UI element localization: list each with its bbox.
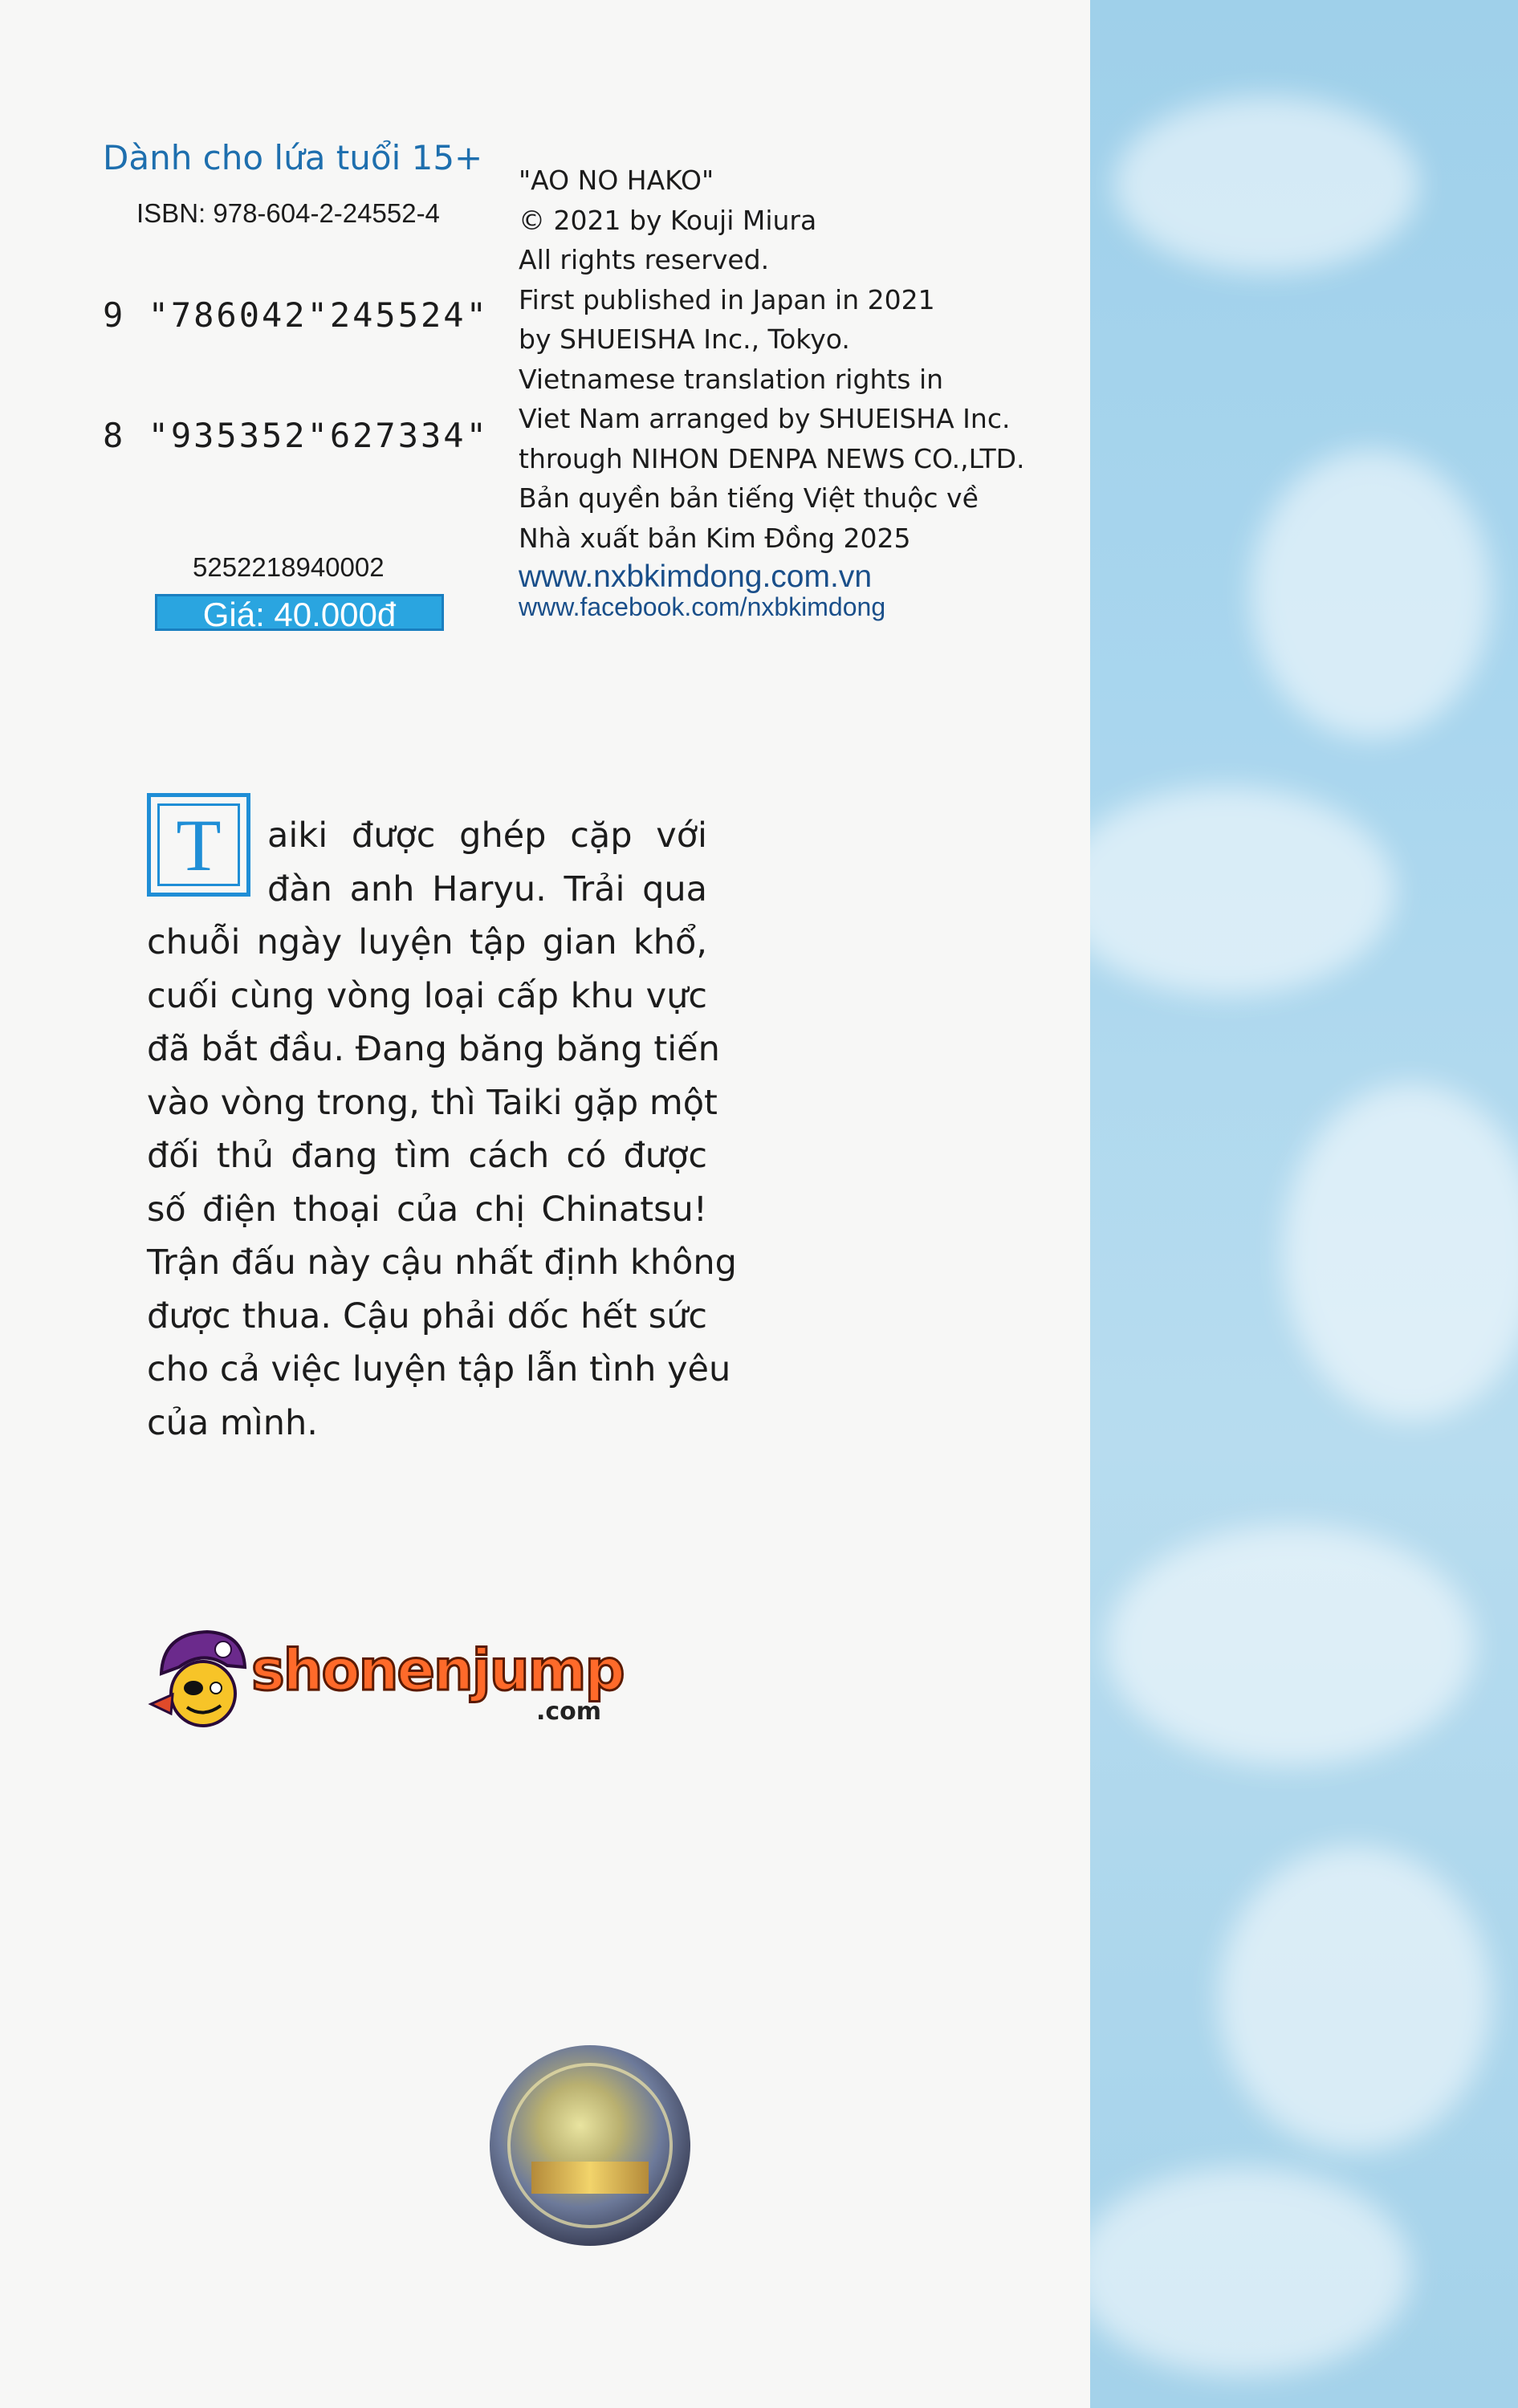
- synopsis-line: cuối cùng vòng loại cấp khu vực: [147, 975, 707, 1016]
- synopsis-line: số điện thoại của chị Chinatsu!: [147, 1189, 707, 1230]
- synopsis-line: đối thủ đang tìm cách có được: [147, 1136, 707, 1176]
- internal-code: 5252218940002: [193, 552, 385, 582]
- credit-line: All rights reserved.: [519, 244, 770, 275]
- synopsis-line: vào vòng trong, thì Taiki gặp một: [147, 1082, 718, 1123]
- credit-line: Bản quyền bản tiếng Việt thuộc về: [519, 482, 979, 514]
- shonenjump-logo: [147, 1617, 677, 1738]
- synopsis-line: cho cả việc luyện tập lẫn tình yêu: [147, 1349, 731, 1389]
- isbn-barcode-digits: 9 "786042"245524": [103, 295, 489, 335]
- credit-line: through NIHON DENPA NEWS CO.,LTD.: [519, 442, 1025, 474]
- synopsis-text: [147, 809, 737, 1450]
- logo-wordmark: shonenjump: [251, 1637, 624, 1703]
- credit-line: © 2021 by Kouji Miura: [519, 204, 817, 236]
- synopsis-line: Trận đấu này cậu nhất định không: [147, 1243, 737, 1283]
- synopsis-line: aiki được ghép cặp với: [267, 816, 707, 856]
- credit-line: Viet Nam arranged by SHUEISHA Inc.: [519, 403, 1011, 434]
- website-link[interactable]: www.nxbkimdong.com.vn: [519, 559, 873, 594]
- age-rating-label: Dành cho lứa tuổi 15+: [103, 138, 483, 177]
- sky-background-panel: [1090, 0, 1518, 2408]
- pirate-mascot-icon: [147, 1617, 259, 1738]
- synopsis-line: đã bắt đầu. Đang băng băng tiến: [147, 1029, 720, 1069]
- synopsis-line: đàn anh Haryu. Trải qua: [267, 868, 707, 909]
- credit-line: Vietnamese translation rights in: [519, 363, 944, 395]
- credit-line: Nhà xuất bản Kim Đồng 2025: [519, 522, 911, 554]
- isbn-text: ISBN: 978-604-2-24552-4: [136, 198, 440, 228]
- synopsis-line: chuỗi ngày luyện tập gian khổ,: [147, 922, 707, 962]
- synopsis-line: của mình.: [147, 1402, 318, 1443]
- credit-line: "AO NO HAKO": [519, 165, 714, 196]
- price-label: Giá: 40.000đ: [155, 594, 444, 631]
- copyright-credits: [519, 161, 1025, 558]
- hologram-seal-icon: [490, 2045, 690, 2246]
- facebook-link[interactable]: www.facebook.com/nxbkimdong: [519, 592, 886, 621]
- synopsis-line: được thua. Cậu phải dốc hết sức: [147, 1296, 707, 1336]
- logo-suffix: .com: [536, 1698, 602, 1726]
- product-barcode-digits: 8 "935352"627334": [103, 416, 489, 455]
- credit-line: First published in Japan in 2021: [519, 283, 935, 315]
- credit-line: by SHUEISHA Inc., Tokyo.: [519, 323, 850, 355]
- dropcap-letter: T: [157, 803, 240, 886]
